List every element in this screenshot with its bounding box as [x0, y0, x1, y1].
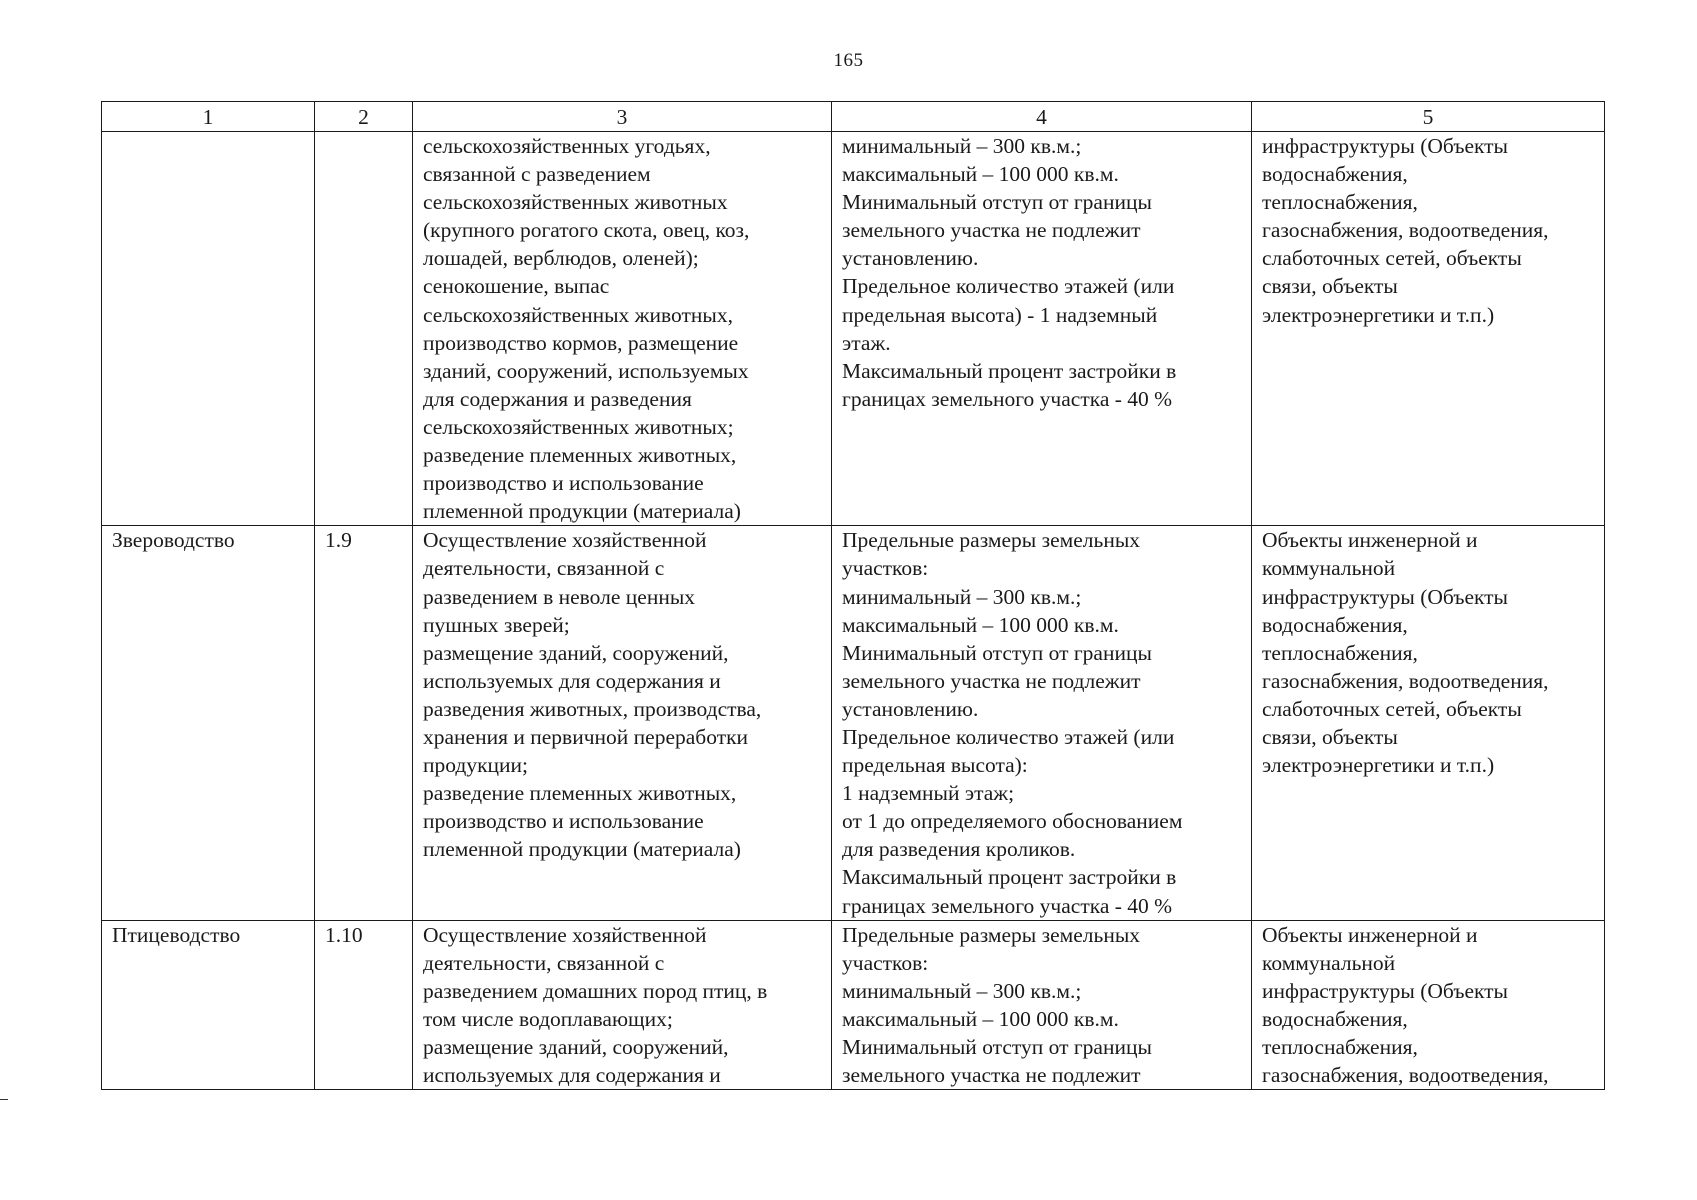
auxiliary-objects: Объекты инженерной и коммунальной инфраструктуры (Объекты водоснабжения, теплоснабжения, газоснабжения, водоотведения, слаботочных сетей, объекты связи, объекты электроэнергетики и т.п.) [1252, 526, 1605, 920]
use-type-code: 1.9 [315, 526, 413, 920]
use-type-description: Осуществление хозяйственной деятельности, связанной с разведением домашних пород птиц, в том числе водоплавающих; размещение зданий, сооружений, используемых для содержания и [413, 920, 832, 1090]
table-row [102, 920, 1605, 1090]
table-row [102, 132, 1605, 526]
land-use-table [101, 101, 1605, 1090]
use-type-code [315, 132, 413, 526]
building-parameters: Предельные размеры земельных участков: минимальный – 300 кв.м.; максимальный – 100 000 кв.м. Минимальный отступ от границы земельного участка не подлежит [832, 920, 1252, 1090]
column-header: 3 [413, 102, 832, 132]
table-header-row [102, 102, 1605, 132]
use-type-code: 1.10 [315, 920, 413, 1090]
use-type-description: сельскохозяйственных угодьях, связанной с разведением сельскохозяйственных животных (крупного рогатого скота, овец, коз, лошадей, верблюдов, оленей); сенокошение, выпас сельскохозяйственных животных, производство кормов, размещение зданий, сооружений, используемых для содержания и разведения сельскохозяйственных животных; разведение племенных животных, производство и использование племенной продукции (материала) [413, 132, 832, 526]
use-type-name [102, 132, 315, 526]
building-parameters: Предельные размеры земельных участков: минимальный – 300 кв.м.; максимальный – 100 000 кв.м. Минимальный отступ от границы земельного участка не подлежит установлению. Предельное количество этажей (или предельная высота): 1 надземный этаж; от 1 до определяемого обоснованием для разведения кроликов. Максимальный процент застройки в границах земельного участка - 40 % [832, 526, 1252, 920]
building-parameters: минимальный – 300 кв.м.; максимальный – 100 000 кв.м. Минимальный отступ от границы земельного участка не подлежит установлению. Предельное количество этажей (или предельная высота) - 1 надземный этаж. Максимальный процент застройки в границах земельного участка - 40 % [832, 132, 1252, 526]
column-header: 4 [832, 102, 1252, 132]
use-type-description: Осуществление хозяйственной деятельности, связанной с разведением в неволе ценных пушных зверей; размещение зданий, сооружений, используемых для содержания и разведения животных, производства, хранения и первичной переработки продукции; разведение племенных животных, производство и использование племенной продукции (материала) [413, 526, 832, 920]
page-number: 165 [833, 50, 864, 71]
scan-edge-mark [0, 1099, 8, 1100]
column-header: 2 [315, 102, 413, 132]
auxiliary-objects: Объекты инженерной и коммунальной инфраструктуры (Объекты водоснабжения, теплоснабжения, газоснабжения, водоотведения, [1252, 920, 1605, 1090]
use-type-name: Птицеводство [102, 920, 315, 1090]
use-type-name: Звероводство [102, 526, 315, 920]
table-row [102, 526, 1605, 920]
column-header: 5 [1252, 102, 1605, 132]
auxiliary-objects: инфраструктуры (Объекты водоснабжения, теплоснабжения, газоснабжения, водоотведения, слаботочных сетей, объекты связи, объекты электроэнергетики и т.п.) [1252, 132, 1605, 526]
column-header: 1 [102, 102, 315, 132]
